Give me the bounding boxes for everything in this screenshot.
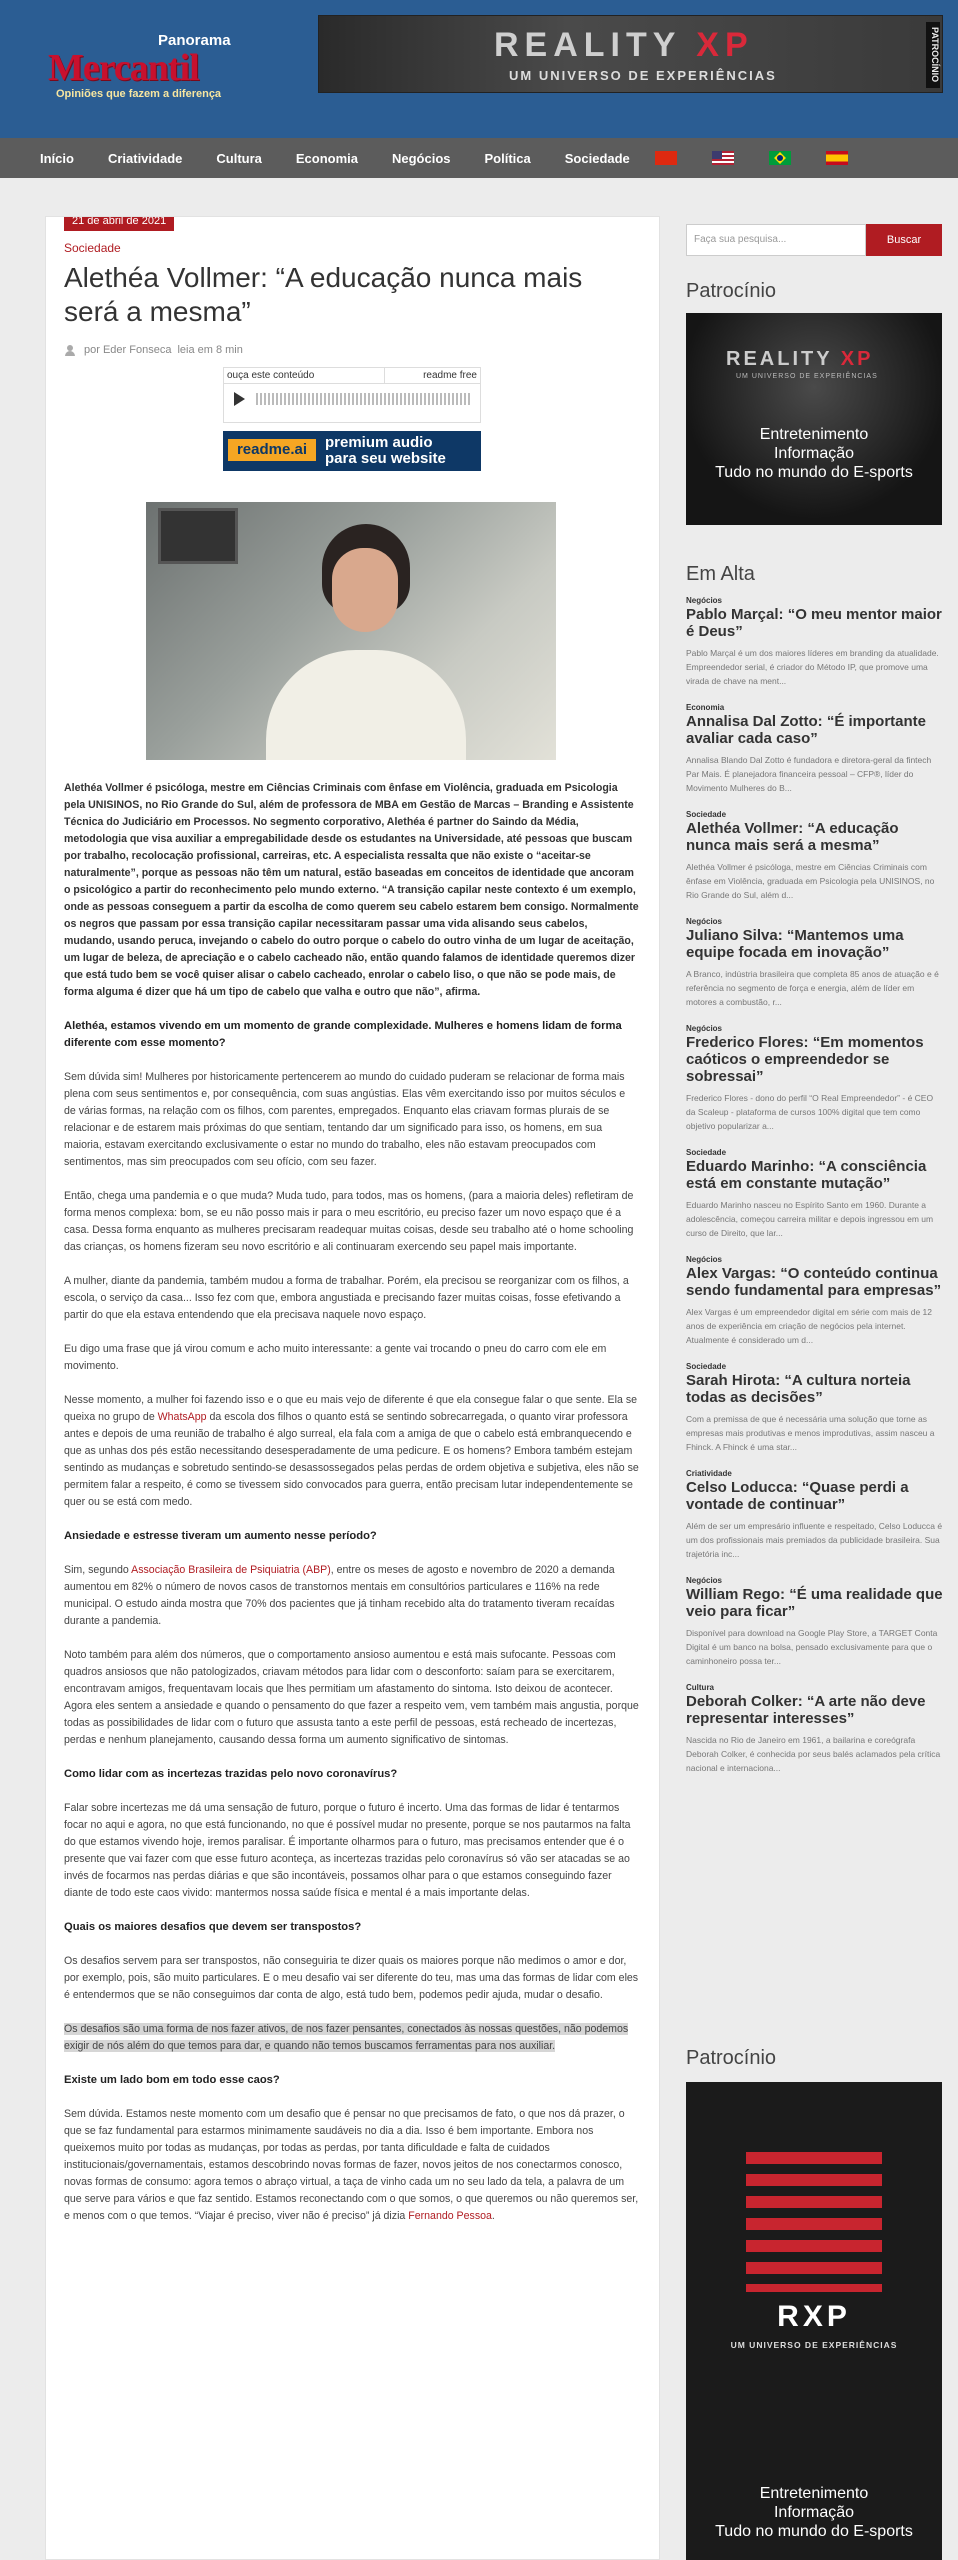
ad1-subtitle: UM UNIVERSO DE EXPERIÊNCIAS (736, 373, 878, 380)
flag-china-icon[interactable] (655, 151, 677, 165)
list-item[interactable]: Cultura Deborah Colker: “A arte não deve representar interesses” Nascida no Rio de Janeiro em 1961, a bailarina e coreógrafa Deborah Colker, é conhecida por seus balés aclamados pela crítica nacional e internaciona... (686, 1683, 941, 1773)
list-item[interactable]: Negócios Juliano Silva: “Mantemos uma equipe focada em inovação” A Branco, indústria brasileira que completa 85 anos de atuação e é referência no segmento de força e energia, além de líder em motores a combustão, r... (686, 917, 939, 1007)
article-author[interactable]: por Eder Fonseca (84, 344, 172, 356)
list-item[interactable]: Negócios Pablo Marçal: “O meu mentor maior é Deus” Pablo Marçal é um dos maiores líderes em branding da atualidade. Empreendedor serial, é criador do Método IP, que promove uma virada de chave na ment... (686, 596, 942, 686)
article-photo (146, 502, 556, 760)
article-title: Alethéa Vollmer: “A educação nunca mais será a mesma” (64, 262, 583, 327)
logo-tagline: Opiniões que fazem a diferença (56, 88, 222, 100)
logo-top: Panorama (158, 32, 231, 49)
question-3: Como lidar com as incertezas trazidas pelo novo coronavírus? (64, 1768, 398, 1780)
search-input[interactable]: Faça sua pesquisa... (686, 224, 866, 256)
list-item[interactable]: Negócios William Rego: “É uma realidade que veio para ficar” Disponível para download na Google Play Store, a TARGET Conta Digital é um banco na bolsa, pensado exclusivamente para que o caminhoneiro possa ter... (686, 1576, 943, 1666)
article-date: 21 de abril de 2021 (64, 216, 174, 231)
article-body (64, 780, 639, 2242)
list-item[interactable]: Criatividade Celso Loducca: “Quase perdi a vontade de continuar” Além de ser um empresário influente e respeitado, Celso Loducca é um dos profissionais mais premiados da publicidade brasileira. Sua trajetória inc... (686, 1469, 943, 1559)
paragraph: Noto também para além dos números, que o comportamento ansioso aumentou e está mais sufocante. Pessoas com quadros ansiosos que não patologizados, criavam métodos para lidar com o desconforto: saíam para se exercitarem, encontravam amigos, frequentavam locais que lhes permitiam um afastamento do sintoma. Isto deixou de acontecer. Agora eles sentem a ansiedade e quando o pensamento do que fazer a respeito vem, vem também mais angustia, porque todas as possibilidades de lidar com o futuro que assusta tanto a este perfil de pessoas, está recheado de incertezas, perdas e nenhum planejamento, causando dessa forma um aumento significativo de sintomas. (64, 1649, 639, 1746)
paragraph: Eu digo uma frase que já virou comum e acho muito interessante: a gente vai trocando o pneu do carro com ele em movimento. (64, 1343, 607, 1372)
question-1: Alethéa, estamos vivendo em um momento de grande complexidade. Mulheres e homens lidam de forma diferente com esse momento? (64, 1020, 622, 1049)
ad2-line2: Informação (773, 2504, 855, 2521)
list-item[interactable]: Sociedade Alethéa Vollmer: “A educação nunca mais será a mesma” Alethéa Vollmer é psicóloga, mestre em Ciências Criminais com ênfase em Violência, graduada em Psicologia pela UNISINOS, no Rio Grande do Sul, além d... (686, 810, 935, 900)
flag-spain-icon[interactable] (826, 151, 848, 165)
banner-brand: REALITY XP (494, 26, 754, 64)
ad2-line3: Tudo no mundo do E-sports (715, 2523, 913, 2540)
nav-criatividade[interactable]: Criatividade (107, 150, 183, 166)
fernando-pessoa-link[interactable]: Fernando Pessoa (408, 2210, 492, 2222)
highlighted-paragraph: Os desafios são uma forma de nos fazer ativos, de nos fazer pensantes, conectados às nossas questões, não podemos exigir de nós além do que temos para dar, e quando não temos buscamos ferramentas para nos auxiliar. (64, 2023, 629, 2052)
article-read-time: leia em 8 min (177, 344, 243, 356)
list-item[interactable]: Economia Annalisa Dal Zotto: “É importante avaliar cada caso” Annalisa Blando Dal Zotto é fundadora e diretora-geral da fintech Par Mais. É planejadora financeira pessoal – CFP®, líder do Movimento Mulheres do B... (686, 703, 932, 793)
readme-line2: para seu website (325, 450, 446, 467)
ad1-line2: Informação (773, 445, 855, 462)
nav-inicio[interactable]: Início (40, 150, 74, 166)
paragraph: Nesse momento, a mulher foi fazendo isso e o que eu mais vejo de diferente é que ela consegue falar o que sente. Ela se queixa no grupo de WhatsApp da escola dos filhos o quanto está se sentindo sobrecarregada, o quanto virar professora antes e depois de uma reunião de trabalho é algo surreal, ela fala com a amiga de que o cabelo está embranquecendo e que as unhas dos pés estão necessitando desesperadamente de uma pedicure. E os homens? Embora também estejam sentindo as mudanças e sobretudo sentindo-se desassossegados pelas perdas de ordem objetiva e subjetiva, eles não se permitem falar a respeito, é como se tivessem sido convocados para guerra, então precisam lutar independentemente se quer ou se está com medo. (64, 1394, 639, 1508)
author-icon (64, 345, 76, 356)
article (45, 216, 660, 2560)
article-category[interactable]: Sociedade (64, 241, 121, 255)
search-button[interactable]: Buscar (866, 224, 942, 256)
article-meta (64, 344, 249, 356)
question-2: Ansiedade e estresse tiveram um aumento nesse período? (64, 1530, 377, 1542)
sidebar-ad-reality-xp[interactable] (686, 313, 942, 525)
banner-sponsor-label: PATROCÍNIO (926, 22, 940, 88)
main-navigation (0, 138, 958, 178)
question-4: Quais os maiores desafios que devem ser transpostos? (64, 1921, 362, 1933)
readme-logo: readme.ai (228, 439, 316, 461)
paragraph: Falar sobre incertezas me dá uma sensação de futuro, porque o futuro é incerto. Uma das formas de lidar é tentarmos focar no aqui e agora, no que está funcionando, no que é possível mudar no presente, porque se nos pautarmos na falta do que estamos vivendo hoje, iremos paralisar. É importante olharmos para o futuro, mas precisamos entender que é o presente que vai fazer com que esse futuro aconteça, as incertezas trazidas pelo coronavírus só vão ser atacadas se ao invés de focarmos nas perdas diárias e que são incontáveis, possamos olhar para o que estamos conseguindo fazer diante de todo este caos vivido: mantermos nossa saúde física e mental é a mais importante delas. (64, 1802, 631, 1899)
player-label: ouça este conteúdo (227, 370, 315, 381)
header-banner-ad[interactable] (318, 15, 943, 93)
question-5: Existe um lado bom em todo esse caos? (64, 2074, 280, 2086)
readme-ad-banner[interactable] (223, 431, 481, 471)
paragraph: Sem dúvida sim! Mulheres por historicamente pertencerem ao mundo do cuidado puderam se relacionar de forma mais plena com seus sentimentos e, por consequência, com suas angústias. Elas vêm exercitando isso por muitos séculos e de várias formas, na relação com os filhos, com parentes, empregados. Enquanto elas criavam formas plurais de se relacionar e de estarem mais próximas do que sentiam, tentando dar um significado para isso, os homens, em sua maioria, estavam exercitando exclusivamente o estar no mundo do trabalho, eles não estavam preocupados com sentimentos, mas sim preocupados com seu ofício, com seu fazer. (64, 1071, 626, 1168)
list-item[interactable]: Negócios Frederico Flores: “Em momentos caóticos o empreendedor se sobressai” Frederico Flores - dono do perfil “O Real Empreendedor” - é CEO da Scaleup - plataforma de cursos 100% digital que tem como objetivo popularizar a... (686, 1024, 934, 1131)
player-brand-link[interactable]: readme free (423, 370, 477, 381)
abp-link[interactable]: Associação Brasileira de Psiquiatria (ABP) (131, 1564, 331, 1576)
play-icon[interactable] (234, 392, 245, 406)
ad1-brand: REALITY XP (726, 348, 874, 370)
sidebar-ad-rxp[interactable] (686, 2082, 942, 2560)
list-item[interactable]: Sociedade Eduardo Marinho: “A consciência está em constante mutação” Eduardo Marinho nasceu no Espírito Santo em 1960. Durante a adolescência, começou carreira militar e depois ingressou em um curso de Direito, que lar... (686, 1148, 934, 1238)
readme-line1: premium audio (325, 434, 433, 451)
site-header (0, 0, 958, 138)
nav-politica[interactable]: Política (484, 150, 531, 166)
nav-sociedade[interactable]: Sociedade (564, 150, 630, 166)
logo-main: Mercantil (48, 47, 199, 89)
nav-negocios[interactable]: Negócios (392, 150, 451, 166)
sponsor-heading: Patrocínio (686, 280, 777, 302)
site-logo[interactable] (48, 32, 238, 104)
ad2-subtitle: UM UNIVERSO DE EXPERIÊNCIAS (730, 2340, 898, 2350)
rxp-logo-icon (746, 2152, 882, 2292)
paragraph: Então, chega uma pandemia e o que muda? Muda tudo, para todos, mas os homens, (para a maioria deles) refletiram de forma menos complexa: bom, se eu não posso mais ir para o meu escritório, eu preciso fazer um novo espaço que é a casa. Dessa forma enquanto as mulheres precisaram readequar muitas coisas, desde seu trabalho até o home schooling das crianças, os homens fizeram seu novo escritório e ali continuaram exercendo seu papel mais importante. (64, 1190, 634, 1253)
ad1-line3: Tudo no mundo do E-sports (715, 464, 913, 481)
paragraph: A mulher, diante da pandemia, também mudou a forma de trabalhar. Porém, ela precisou se reorganizar com os filhos, a escola, o serviço da casa... Isso fez com que, embora angustiada e precisando fazer muitas coisas, fosse efetivando a partir do que ela estava entendendo que ela precisava naquele novo espaço. (64, 1275, 629, 1321)
article-lead: Alethéa Vollmer é psicóloga, mestre em Ciências Criminais com ênfase em Violência, graduada em Psicologia pela UNISINOS, no Rio Grande do Sul, além de professora de MBA em Gestão de Marcas – Branding e Assistente Técnica do Judiciário em Processos. No segmento corporativo, Alethéa é partner do Saindo da Média, metodologia que visa auxiliar a empregabilidade desde os estudantes na Universidade, até pessoas que buscam por trabalho, recolocação profissional, carreiras, etc. A especialista ressalta que não existe o “aceitar-se naturalmente”, porque as pessoas não têm um natural, estão baseadas em conceitos de identidade que ancoram o psicológico a partir do reconhecimento pelo mundo externo. “A transição capilar neste contexto é um exemplo, onde as pessoas conseguem a partir da escolha de como querem seu cabelo estarem bem consigo. Normalmente os negros que passam por essa transição capilar necessitaram passar uma vida alisando seus cabelos, mudando, usando peruca, invejando o cabelo do outro porque o cabelo do outro vinha de um lugar de aceitação, um lugar de beleza, de apreciação e o cabelo cacheado não, então quando falamos de identidade queremos dizer que está tudo bem se você quiser alisar o cabelo cacheado, enrolar o cabelo liso, o que não se pode mais, de forma alguma é dizer que há um tipo de cabelo que valha e outro que não”, afirma. (64, 782, 639, 998)
paragraph: Sem dúvida. Estamos neste momento com um desafio que é pensar no que precisamos de fato, o que nos dá prazer, o que se faz fundamental para estarmos minimamente saudáveis no dia a dia. Isso é bem importante. Embora nos queixemos muito por todas as mudanças, por todas as perdas, por tanta dificuldade e falta de cuidados institucionais/governamentais, estamos descobrindo novas formas de fazer, novos jeitos de nos conectarmos conosco, novas formas de consumo: agora temos o abraço virtual, a taça de vinho cada um no seu lado da tela, a palavra de um que serve para vários e que faz sentido. Estamos reconectando com o que somos, o que queremos ou não queremos ser, e menos com o que temos. “Viajar é preciso, viver não é preciso” já dizia Fernando Pessoa. (64, 2108, 639, 2222)
paragraph: Sim, segundo Associação Brasileira de Psiquiatria (ABP), entre os meses de agosto e novembro de 2020 a demanda aumentou em 82% o número de novos casos de transtornos mentais em consultórios particulares e 116% na rede municipal. O estudo ainda mostra que 70% dos pacientes que já tinham recebido alta do tratamento tiveram recaídas durante a pandemia. (64, 1564, 615, 1627)
trending-list (686, 596, 944, 1790)
banner-subtitle: UM UNIVERSO DE EXPERIÊNCIAS (509, 68, 777, 83)
trending-heading: Em Alta (686, 563, 755, 585)
paragraph: Os desafios servem para ser transpostos, não conseguiria te dizer quais os maiores porque não medimos o amor e dor, por exemplo, pois, são muito particulares. E o meu desafio vai ser diferente do teu, mas uma das formas de lidar com eles é entendermos que se não conseguimos dar conta de algo, está tudo bem, podemos pedir ajuda, mudar o desafio. (64, 1955, 639, 2001)
nav-cultura[interactable]: Cultura (216, 150, 262, 166)
nav-economia[interactable]: Economia (295, 150, 358, 166)
list-item[interactable]: Negócios Alex Vargas: “O conteúdo continua sendo fundamental para empresas” Alex Vargas é um empreendedor digital em série com mais de 12 anos de experiência em criação de negócios pela internet. Atualmente é considerado um d... (686, 1255, 942, 1345)
ad2-line1: Entretenimento (759, 2485, 869, 2502)
list-item[interactable]: Sociedade Sarah Hirota: “A cultura norteia todas as decisões” Com a premissa de que é necessária uma solução que torne as empresas mais produtivas e menos improdutivas, assim nasceu a Fhinck. A Fhinck é uma star... (686, 1362, 935, 1452)
ad2-brand: RXP (777, 2300, 851, 2333)
ad1-line1: Entretenimento (759, 426, 869, 443)
audio-player (223, 367, 481, 423)
flag-brazil-icon[interactable] (769, 151, 791, 165)
whatsapp-link[interactable]: WhatsApp (157, 1411, 207, 1423)
sponsor-heading-2: Patrocínio (686, 2047, 777, 2069)
flag-usa-icon[interactable] (712, 151, 734, 165)
audio-waveform[interactable] (256, 393, 471, 405)
